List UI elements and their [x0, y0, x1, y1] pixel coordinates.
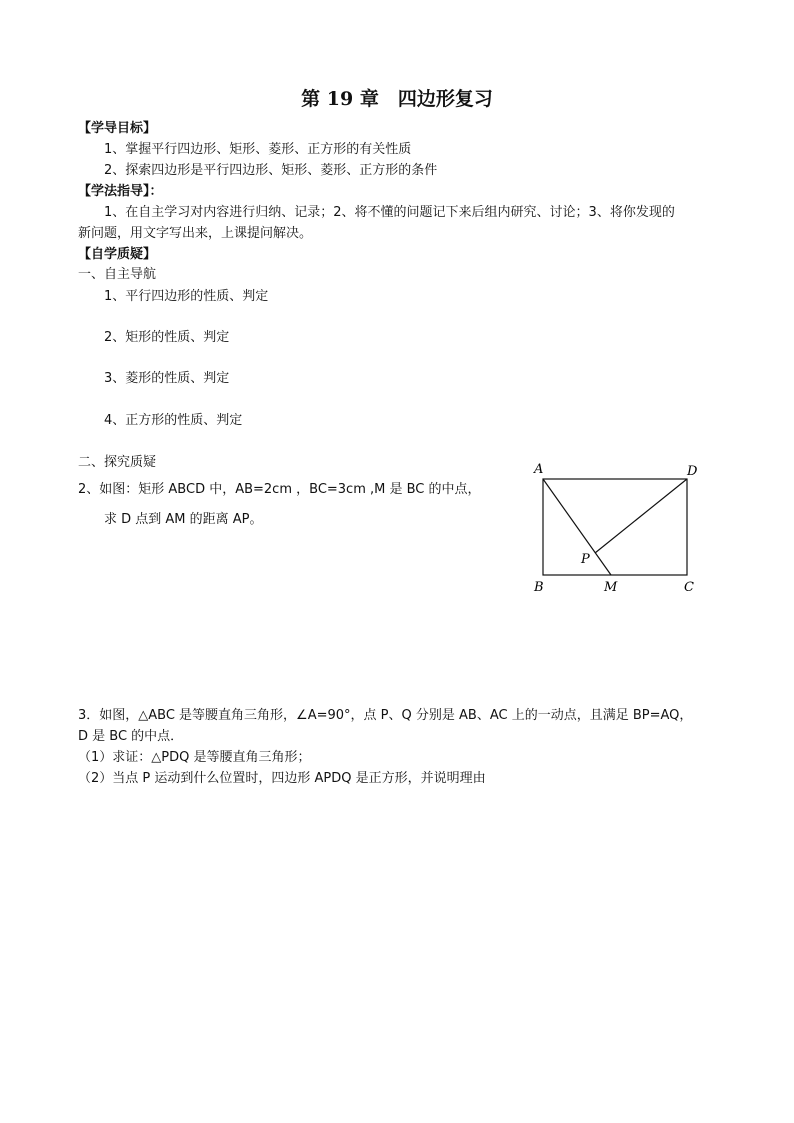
label-a: A: [534, 462, 544, 477]
segment-dp: [595, 479, 687, 553]
problem2-line2: 求 D 点到 AM 的距离 AP。: [104, 512, 263, 527]
self-study-header: 【自学质疑】: [78, 247, 157, 262]
problem2-line1: 2、如图：矩形 ABCD 中，AB=2cm ，BC=3cm ,M 是 BC 的中点，: [78, 482, 481, 497]
label-d: D: [687, 464, 698, 479]
part1-title: 一、自主导航: [78, 267, 157, 282]
nav-item: 4、正方形的性质、判定: [104, 413, 243, 428]
label-b: B: [534, 580, 544, 595]
part2-title: 二、探究质疑: [78, 455, 157, 470]
goal-item: 2、探索四边形是平行四边形、矩形、菱形、正方形的条件: [104, 163, 438, 178]
problem3-line2: D 是 BC 的中点．: [78, 729, 184, 744]
problem3-sub2: （2）当点 P 运动到什么位置时，四边形 APDQ 是正方形，并说明理由: [78, 771, 486, 786]
rectangle-figure: [520, 455, 720, 600]
problem3-sub1: （1）求证：△PDQ 是等腰直角三角形；: [78, 750, 311, 765]
nav-item: 2、矩形的性质、判定: [104, 330, 230, 345]
label-m: M: [604, 580, 618, 595]
nav-item: 3、菱形的性质、判定: [104, 371, 230, 386]
rectangle-abcd: [543, 479, 687, 575]
label-c: C: [684, 580, 694, 595]
problem3-line1: 3．如图，△ABC 是等腰直角三角形，∠A=90°，点 P、Q 分别是 AB、AC 上的一动点，且满足 BP=AQ，: [78, 708, 693, 723]
goals-header: 【学导目标】: [78, 121, 157, 136]
page-title: 第 19 章 四边形复习: [301, 88, 493, 110]
method-text-line2: 新问题，用文字写出来，上课提问解决。: [78, 226, 313, 241]
label-p: P: [581, 552, 590, 567]
nav-item: 1、平行四边形的性质、判定: [104, 289, 269, 304]
method-text-line1: 1、在自主学习对内容进行归纳、记录；2、将不懂的问题记下来后组内研究、讨论；3、将你发现的: [104, 205, 675, 220]
goal-item: 1、掌握平行四边形、矩形、菱形、正方形的有关性质: [104, 142, 412, 157]
method-header: 【学法指导】：: [78, 184, 163, 199]
segment-am: [543, 479, 611, 575]
